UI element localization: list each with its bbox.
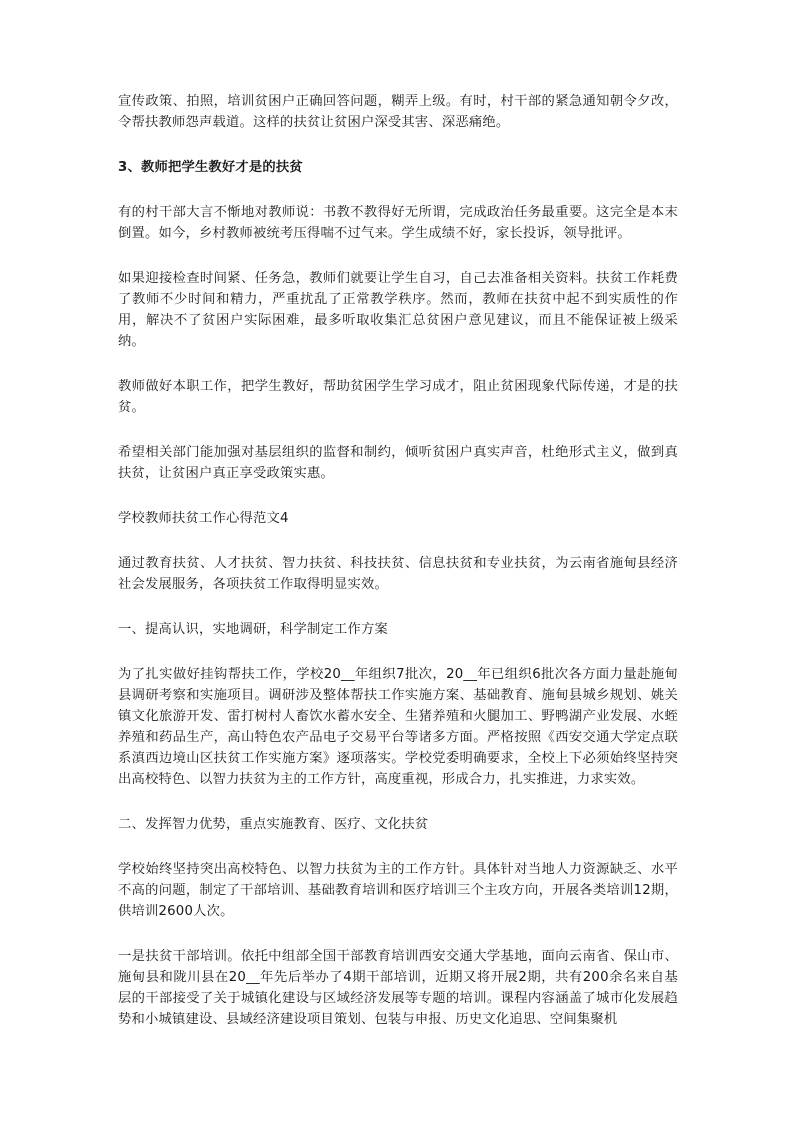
paragraph: 有的村干部大言不惭地对教师说：书教不教得好无所谓，完成政治任务最重要。这完全是本末倒置。如今，乡村教师被统考压得喘不过气来。学生成绩不好，家长投诉，领导批评。 (118, 205, 678, 241)
paragraph: 为了扎实做好挂钩帮扶工作，学校20__年组织7批次，20__年已组织6批次各方面力量赴施甸县调研考察和实施项目。调研涉及整体帮扶工作实施方案、基础教育、施甸县城乡规划、姚关镇文化旅游开发、雷打树村人畜饮水蓄水安全、生猪养殖和火腿加工、野鸭湖产业发展、水蛭养殖和药品生产，高山特色农产品电子交易平台等诸多方面。严格按照《西安交通大学定点联系滇西边境山区扶贫工作实施方案》逐项落实。学校党委明确要求，全校上下必须始终坚持突出高校特色、以智力扶贫为主的工作方针，高度重视，形成合力，扎实推进，力求实效。 (118, 667, 678, 787)
paragraph: 学校始终坚持突出高校特色、以智力扶贫为主的工作方针。具体针对当地人力资源缺乏、水平不高的问题，制定了干部培训、基础教育培训和医疗培训三个主攻方向，开展各类培训12期，供培训2600人次。 (118, 862, 678, 919)
paragraph: 希望相关部门能加强对基层组织的监督和制约，倾听贫困户真实声音，杜绝形式主义，做到真扶贫，让贫困户真正享受政策实惠。 (118, 445, 678, 481)
paragraph: 二、发挥智力优势，重点实施教育、医疗、文化扶贫 (118, 817, 429, 832)
section-heading: 3、教师把学生教好才是的扶贫 (118, 160, 303, 175)
paragraph: 通过教育扶贫、人才扶贫、智力扶贫、科技扶贫、信息扶贫和专业扶贫，为云南省施甸县经济社会发展服务，各项扶贫工作取得明显实效。 (118, 556, 678, 592)
paragraph: 如果迎接检查时间紧、任务急，教师们就要让学生自习，自己去准备相关资料。扶贫工作耗费了教师不少时间和精力，严重扰乱了正常教学秩序。然而，教师在扶贫中起不到实质性的作用，解决不了贫困户实际困难，最多听取收集汇总贫困户意见建议，而且不能保证被上级采纳。 (118, 271, 678, 349)
document-page (118, 91, 678, 1054)
paragraph: 学校教师扶贫工作心得范文4 (118, 511, 289, 526)
paragraph: 一是扶贫干部培训。依托中组部全国干部教育培训西安交通大学基地，面向云南省、保山市、施甸县和陇川县在20__年先后举办了4期干部培训，近期又将开展2期，共有200余名来自基层的干部接受了关于城镇化建设与区域经济发展等专题的培训。课程内容涵盖了城市化发展趋势和小城镇建设、县域经济建设项目策划、包装与申报、历史文化追思、空间集聚机 (118, 949, 678, 1027)
paragraph: 宣传政策、拍照，培训贫困户正确回答问题，糊弄上级。有时，村干部的紧急通知朝令夕改，令帮扶教师怨声载道。这样的扶贫让贫困户深受其害、深恶痛绝。 (118, 94, 678, 130)
paragraph: 一、提高认识，实地调研，科学制定工作方案 (118, 622, 388, 637)
paragraph: 教师做好本职工作，把学生教好，帮助贫困学生学习成才，阻止贫困现象代际传递，才是的扶贫。 (118, 379, 678, 415)
